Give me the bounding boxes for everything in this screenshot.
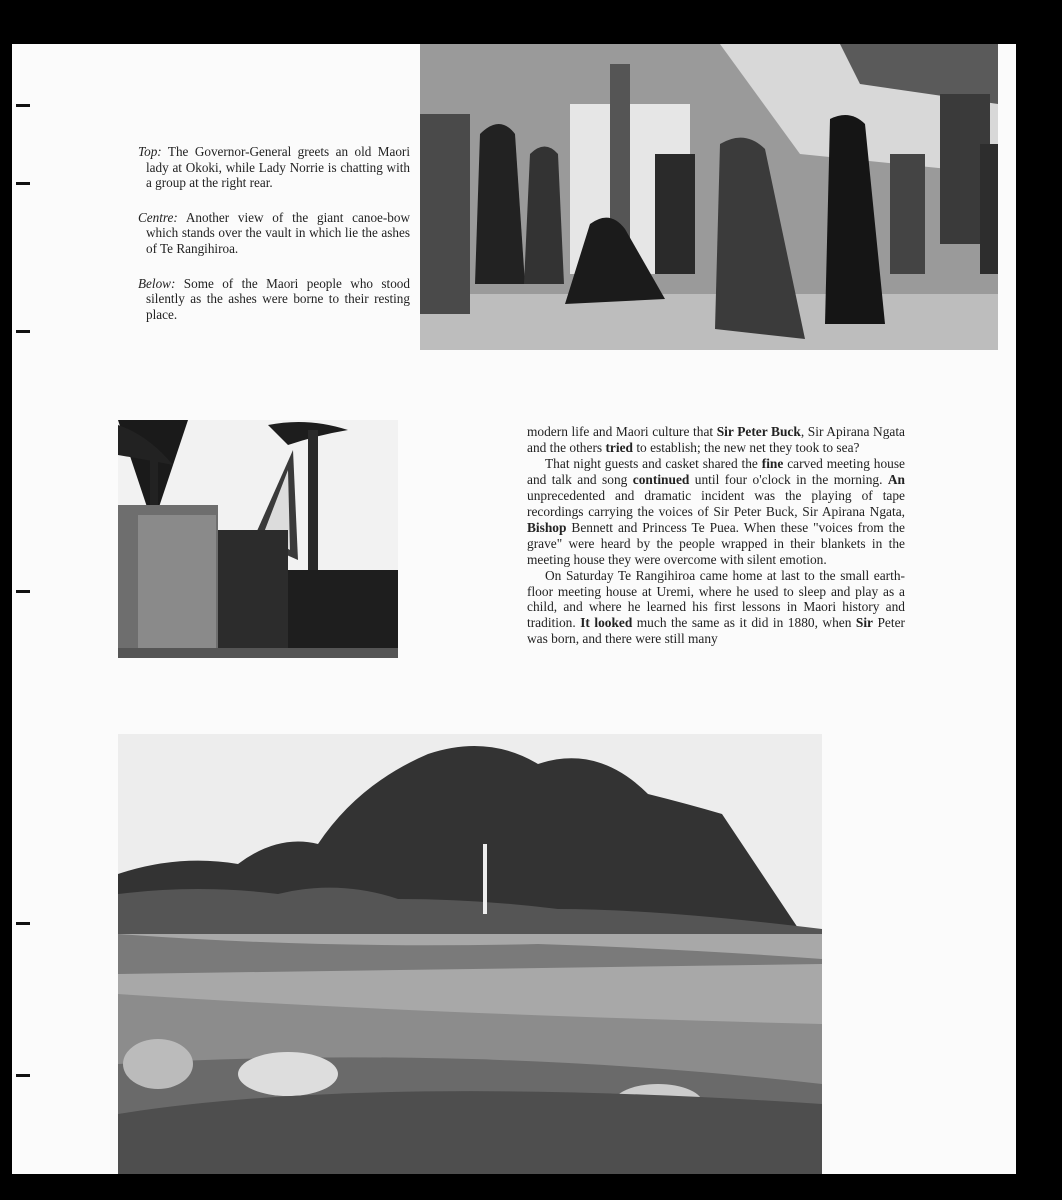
caption-below: [138, 276, 410, 323]
caption-centre-label: Centre:: [138, 209, 178, 225]
article-text-run: That night guests and casket shared the: [545, 455, 762, 471]
caption-top-text: The Governor-General greets an old Maori lady at Okoki, while Lady Norrie is chatting with a group at the right rear.: [146, 144, 410, 191]
caption-top: [138, 144, 410, 191]
caption-centre-text: Another view of the giant canoe-bow which stands over the vault in which lie the ashes of Te Rangihiroa.: [146, 209, 410, 256]
binding-edge: [12, 104, 34, 1164]
photo-canoe-bow: [118, 420, 398, 658]
article-text-run: until four o'clock in the morning.: [689, 471, 888, 487]
article-text-run: , Sir Apirana Ngata and the others: [527, 424, 905, 455]
article-text-run: Bishop: [527, 519, 567, 535]
article-text-run: Bennett and Princess Te Puea. When these "voices from the grave" were heard by the people wrapped in their blankets in the meeting house they were overcome with silent emotion.: [527, 519, 905, 567]
photo-captions: [138, 144, 410, 341]
article-text-run: An: [887, 471, 905, 487]
article-paragraph: [527, 568, 905, 648]
article-paragraph: [527, 456, 905, 568]
photo-governor-general-greets: [420, 44, 998, 350]
article-text-run: On Saturday Te Rangihiroa came home at last to the small earth-floor meeting house at Uremi, where he used to sleep and play as a child, and where he learned his first lessons in Maori history and tradition.: [527, 567, 905, 631]
article-paragraph: [527, 424, 905, 456]
article-text-run: unprecedented and dramatic incident was the playing of tape recordings carrying the voices of Sir Peter Buck, Sir Apirana Ngata,: [527, 487, 905, 519]
article-text-run: Sir Peter Buck: [716, 424, 801, 439]
article-text-run: continued: [632, 471, 690, 487]
article-text-run: tried: [605, 439, 633, 455]
caption-below-label: Below:: [138, 275, 176, 291]
photo-maori-crowd: [118, 734, 822, 1174]
article-text-run: Peter was born, and there were still many: [527, 615, 905, 647]
article-body: [527, 424, 905, 647]
article-text-run: much the same as it did in 1880, when: [632, 615, 856, 631]
article-text-run: It looked: [580, 615, 633, 631]
article-text-run: to establish; the new net they took to sea?: [632, 439, 860, 455]
caption-centre: [138, 210, 410, 257]
article-text-run: modern life and Maori culture that: [527, 424, 717, 439]
caption-below-text: Some of the Maori people who stood silently as the ashes were borne to their resting place.: [146, 275, 410, 322]
article-text-run: Sir: [855, 615, 874, 631]
magazine-page: [12, 44, 1016, 1174]
article-text-run: fine: [761, 455, 784, 471]
article-text-run: carved meeting house and talk and song: [527, 455, 905, 487]
caption-top-label: Top:: [138, 144, 162, 159]
